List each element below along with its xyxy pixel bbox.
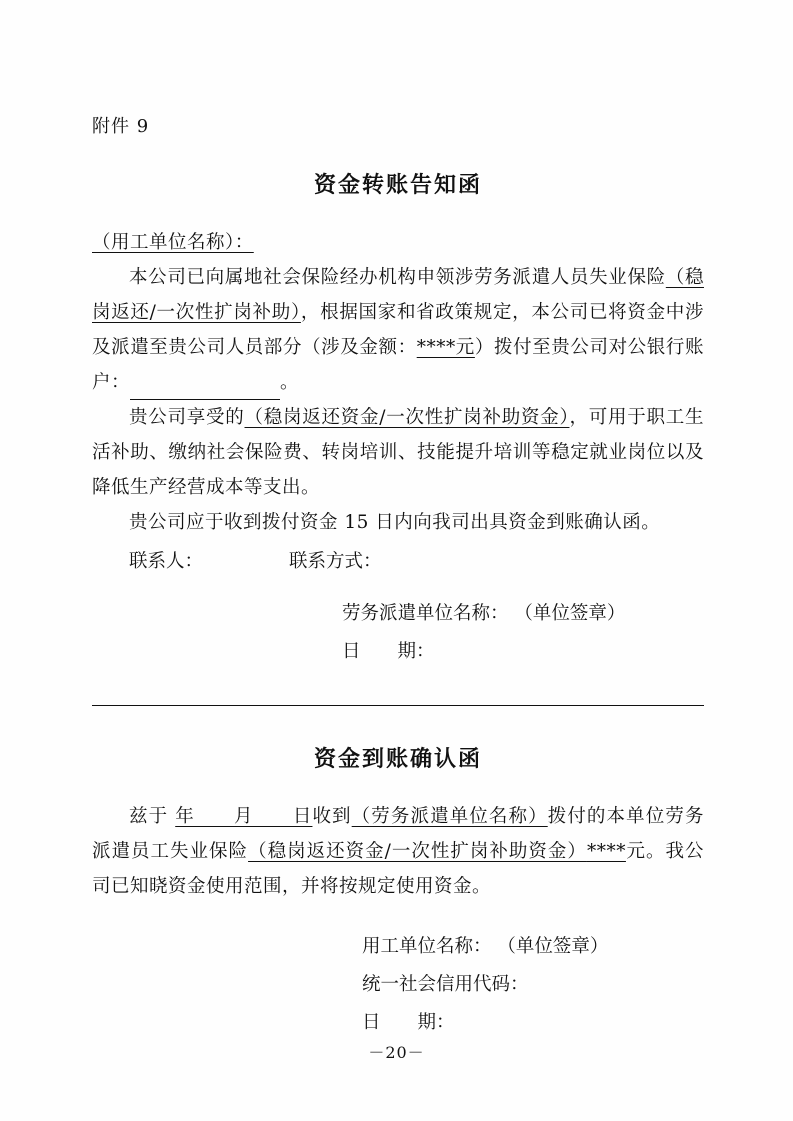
para1-part1: 本公司已向属地社会保险经办机构申领涉劳务派遣人员失业保险 xyxy=(129,267,666,288)
para1-end: 。 xyxy=(280,372,300,393)
dispatch-unit-row xyxy=(342,595,704,633)
line2-amount: **** xyxy=(586,841,626,862)
section2-date-label: 日 期： xyxy=(362,1012,455,1033)
line1-date-blank[interactable]: 年 月 日 xyxy=(175,806,313,827)
section2-signature-block xyxy=(92,928,704,1042)
document-content xyxy=(92,112,704,1042)
bank-account-blank[interactable] xyxy=(130,379,280,400)
section1-paragraph-2 xyxy=(92,400,704,505)
section1-title: 资金转账告知函 xyxy=(313,172,482,198)
section1-date-row xyxy=(342,633,704,671)
employer-unit-row xyxy=(362,928,704,966)
para1-underline-1: （稳岗返还/一次性扩岗补助） xyxy=(92,267,704,323)
line1-suffix: 拨付的本单位劳务派遣员工失业保险 xyxy=(92,806,704,862)
line1-mid: 收到 xyxy=(312,806,352,827)
section2-paragraph-1 xyxy=(92,799,704,904)
line1-prefix: 兹于 xyxy=(129,806,169,827)
section1-contact-row xyxy=(92,544,704,579)
section2-date-row xyxy=(362,1004,704,1042)
para1-amount: ****元 xyxy=(416,337,475,358)
para2-underline: （稳岗返还资金/一次性扩岗补助资金） xyxy=(244,407,570,428)
para2-part2: ，可用于职工生活补助、缴纳社会保险费、转岗培训、技能提升培训等稳定就业岗位以及降低生产经营成本等支出。 xyxy=(92,407,704,498)
para1-part3: ）拨付至贵公司对公银行账户： xyxy=(92,337,704,393)
section-divider xyxy=(92,705,704,706)
dispatch-unit-label: 劳务派遣单位名称： xyxy=(342,603,509,624)
section1-paragraph-3 xyxy=(92,505,704,540)
credit-code-row xyxy=(362,966,704,1004)
contact-person-label: 联系人： xyxy=(129,551,204,572)
page-number: －20－ xyxy=(368,1043,425,1062)
para1-part2: ，根据国家和省政策规定，本公司已将资金中涉及派遣至贵公司人员部分（涉及金额： xyxy=(92,302,704,358)
credit-code-label: 统一社会信用代码： xyxy=(362,974,529,995)
line1-underline-1: （劳务派遣单位名称） xyxy=(351,806,548,827)
para3-text: 贵公司应于收到拨付资金 15 日内向我司出具资金到账确认函。 xyxy=(129,512,661,533)
section1-addressee xyxy=(92,225,704,260)
line2-underline: （稳岗返还资金/一次性扩岗补助资金） xyxy=(248,841,587,862)
para2-part1: 贵公司享受的 xyxy=(129,407,245,428)
employer-unit-label: 用工单位名称： xyxy=(362,936,492,957)
line2-end: 元。我公司已知晓资金使用范围，并将按规定使用资金。 xyxy=(92,841,704,897)
attachment-label: 附件 9 xyxy=(92,116,150,137)
contact-method-label: 联系方式： xyxy=(289,551,382,572)
dispatch-unit-seal-note: （单位签章） xyxy=(514,603,626,624)
section1-paragraph-1 xyxy=(92,260,704,400)
section1-signature-block xyxy=(92,595,704,671)
section1-date-label: 日 期： xyxy=(342,641,435,662)
employer-unit-seal-note: （单位签章） xyxy=(497,936,609,957)
addressee-text: （用工单位名称）： xyxy=(92,232,254,253)
section2-title: 资金到账确认函 xyxy=(313,746,482,772)
